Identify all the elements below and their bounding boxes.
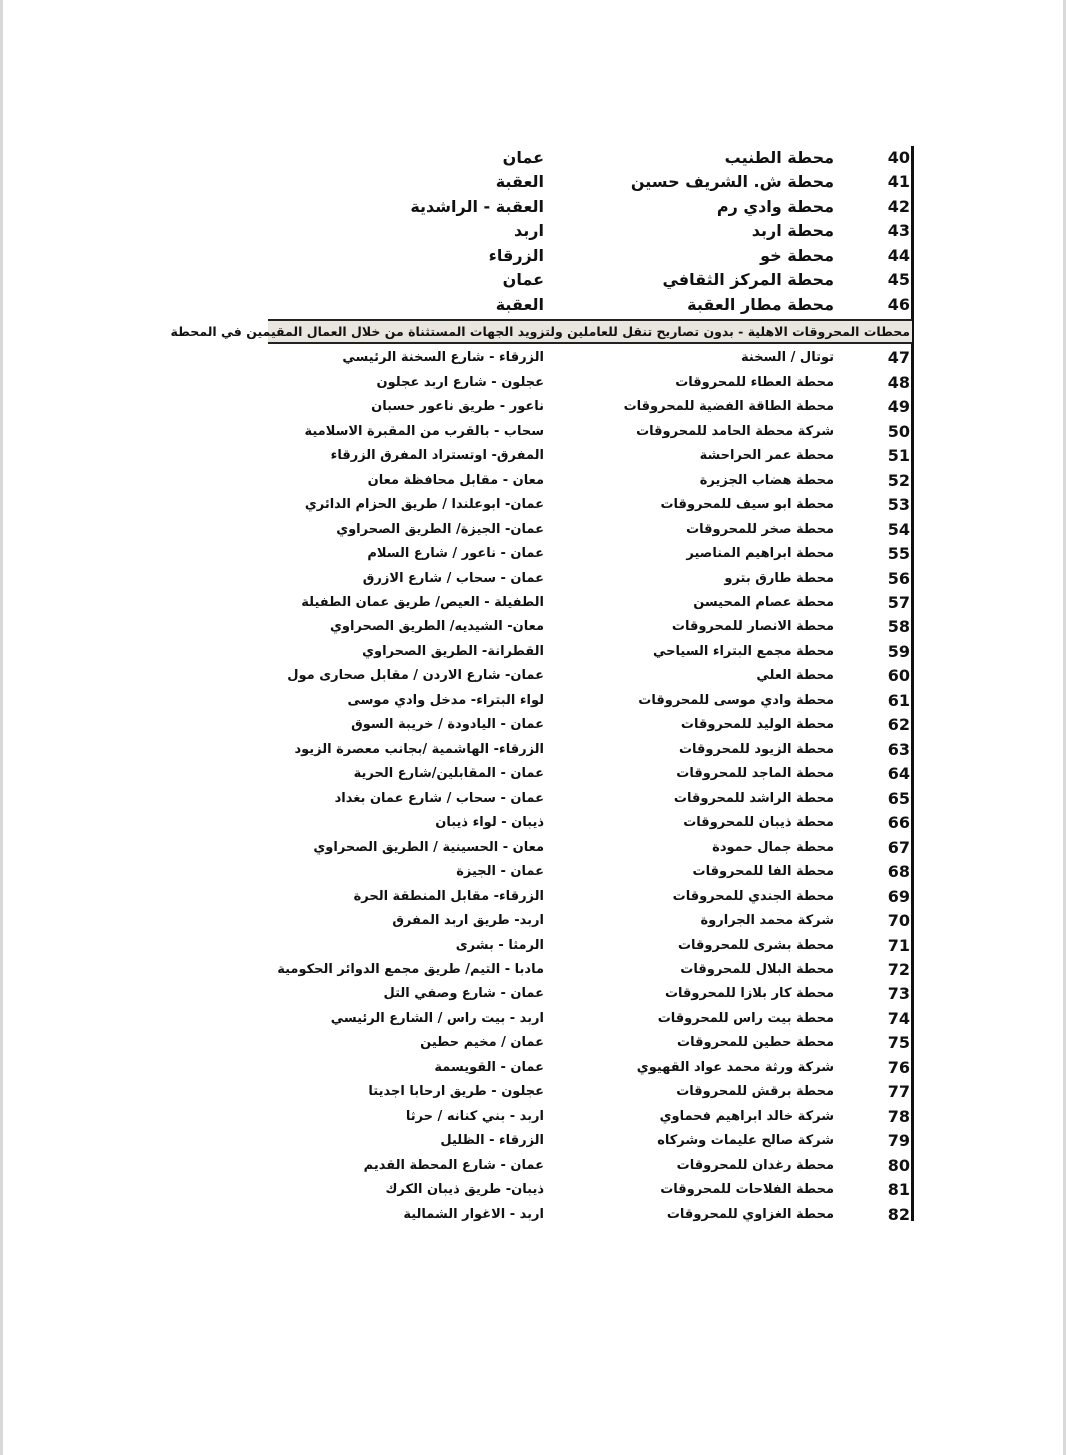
row-number: 44: [887, 245, 910, 265]
table-row: [0, 170, 1066, 194]
row-number: 53: [887, 495, 910, 515]
station-location: معان - مقابل محافظة معان: [367, 472, 544, 488]
table-group-2: [0, 346, 1066, 1227]
station-location: العقبة: [495, 172, 544, 192]
station-location: عمان - الجيزة: [456, 864, 544, 880]
station-name: محطة العلي: [756, 668, 834, 684]
row-number: 47: [887, 348, 910, 368]
station-name: محطة الانصار للمحروقات: [671, 619, 834, 635]
table-row: [0, 664, 1066, 688]
station-name: محطة جمال حمودة: [712, 839, 834, 855]
row-number: 40: [887, 148, 910, 167]
row-number: 63: [887, 739, 910, 759]
station-location: الزرقاء - الظليل: [440, 1133, 544, 1149]
row-number: 69: [887, 886, 910, 906]
station-name: شركة محطة الحامد للمحروقات: [636, 423, 834, 439]
station-location: عجلون - طريق ارحابا اجديتا: [368, 1084, 544, 1100]
station-location: عمان- شارع الاردن / مقابل صحارى مول: [287, 668, 544, 684]
table-row: [0, 689, 1066, 713]
row-number: 64: [887, 764, 910, 784]
table-row: [0, 958, 1066, 982]
station-name: شركة محمد الجراروة: [700, 913, 834, 929]
row-number: 66: [887, 813, 910, 833]
stations-table: [0, 146, 1066, 1227]
table-row: [0, 640, 1066, 664]
table-row: [0, 1203, 1066, 1227]
station-location: اربد - الاغوار الشمالية: [403, 1206, 544, 1222]
station-location: عمان - سحاب / شارع عمان بغداد: [334, 790, 544, 806]
table-row: [0, 591, 1066, 615]
row-number: 60: [887, 666, 910, 686]
table-row: [0, 1056, 1066, 1080]
table-row: [0, 1031, 1066, 1055]
table-row: [0, 787, 1066, 811]
station-name: محطة الطاقة الفضية للمحروقات: [623, 399, 834, 415]
station-location: عمان - اليادودة / خريبة السوق: [351, 717, 544, 733]
section-header-banner: [170, 319, 912, 344]
table-row: [0, 713, 1066, 737]
station-location: اربد: [514, 221, 544, 241]
row-number: 78: [887, 1106, 910, 1126]
station-name: محطة الطنيب: [724, 148, 834, 167]
station-location: عمان - شارع المحطة القديم: [363, 1157, 544, 1173]
station-name: محطة الغزاوي للمحروقات: [666, 1206, 834, 1222]
station-name: محطة عصام المحيسن: [693, 594, 834, 610]
station-location: ذيبان- طريق ذيبان الكرك: [385, 1182, 544, 1198]
row-number: 46: [887, 294, 910, 314]
station-location: العقبة: [495, 294, 544, 314]
row-number: 77: [887, 1082, 910, 1102]
station-name: محطة صخر للمحروقات: [686, 521, 834, 537]
table-row: [0, 860, 1066, 884]
row-number: 50: [887, 421, 910, 441]
row-number: 62: [887, 715, 910, 735]
station-name: محطة الفا للمحروقات: [692, 864, 834, 880]
station-location: الزرقاء - شارع السخنة الرئيسي: [342, 350, 544, 366]
station-location: عمان - شارع وصفي التل: [383, 986, 544, 1002]
row-number: 71: [887, 935, 910, 955]
station-name: محطة ذيبان للمحروقات: [683, 815, 834, 831]
station-location: اربد - بيت راس / الشارع الرئيسي: [330, 1010, 544, 1026]
station-name: محطة عمر الحراحشة: [699, 448, 834, 464]
station-name: محطة بشرى للمحروقات: [677, 937, 834, 953]
row-number: 79: [887, 1131, 910, 1151]
table-row: [0, 518, 1066, 542]
station-location: عمان - القويسمة: [434, 1059, 544, 1075]
station-name: محطة مجمع البتراء السياحي: [653, 643, 834, 659]
station-name: محطة اربد: [751, 221, 834, 241]
station-location: معان - الحسينية / الطريق الصحراوي: [313, 839, 544, 855]
station-location: عمان- الجيزة/ الطريق الصحراوي: [336, 521, 544, 537]
table-row: [0, 567, 1066, 591]
row-number: 59: [887, 641, 910, 661]
station-location: مادبا - التيم/ طريق مجمع الدوائر الحكومية: [277, 962, 544, 977]
station-location: الزرقاء- الهاشمية /بجانب معصرة الزيود: [294, 741, 544, 757]
row-number: 75: [887, 1033, 910, 1053]
station-name: محطة وادي رم: [716, 196, 834, 216]
table-row: [0, 420, 1066, 444]
table-row: [0, 542, 1066, 566]
table-row: [0, 1105, 1066, 1129]
station-location: ناعور - طريق ناعور حسبان: [371, 399, 544, 415]
table-row: [0, 909, 1066, 933]
row-number: 55: [887, 544, 910, 564]
table-row: [0, 493, 1066, 517]
station-location: عجلون - شارع اربد عجلون: [376, 374, 544, 390]
table-row: [0, 195, 1066, 219]
table-row: [0, 219, 1066, 243]
station-name: محطة كار بلازا للمحروقات: [664, 986, 834, 1002]
station-location: اربد - بني كنانه / حرثا: [405, 1108, 544, 1124]
row-number: 54: [887, 519, 910, 539]
table-row: [0, 738, 1066, 762]
table-row: [0, 444, 1066, 468]
row-number: 58: [887, 617, 910, 637]
row-number: 70: [887, 911, 910, 931]
row-number: 67: [887, 837, 910, 857]
station-location: اربد- طريق اربد المفرق: [392, 913, 544, 929]
station-name: محطة بيت راس للمحروقات: [657, 1010, 834, 1026]
table-row: [0, 615, 1066, 639]
table-row: [0, 934, 1066, 958]
row-number: 82: [887, 1204, 910, 1224]
row-number: 61: [887, 690, 910, 710]
station-location: الطفيلة - العيص/ طريق عمان الطفيلة: [301, 594, 544, 610]
station-name: توتال / السخنة: [741, 350, 834, 366]
table-row: [0, 146, 1066, 170]
station-location: عمان - المقابلين/شارع الحرية: [353, 766, 544, 782]
station-name: محطة ابو سيف للمحروقات: [660, 497, 834, 513]
station-location: الزرقاء: [488, 245, 544, 265]
row-number: 68: [887, 862, 910, 882]
row-number: 73: [887, 984, 910, 1004]
table-row: [0, 1178, 1066, 1202]
row-number: 74: [887, 1008, 910, 1028]
station-name: شركة صالح عليمات وشركاه: [657, 1133, 834, 1149]
station-location: الزرقاء- مقابل المنطقة الحرة: [353, 888, 544, 904]
row-number: 81: [887, 1180, 910, 1200]
station-name: محطة ش. الشريف حسين: [630, 172, 834, 192]
table-row: [0, 268, 1066, 292]
station-location: القطرانة- الطريق الصحراوي: [362, 643, 544, 659]
table-row: [0, 346, 1066, 370]
station-location: ذيبان - لواء ذيبان: [435, 815, 544, 831]
station-name: شركة خالد ابراهيم فحماوي: [659, 1108, 834, 1124]
station-location: لواء البتراء- مدخل وادي موسى: [347, 692, 544, 708]
row-number: 45: [887, 270, 910, 290]
table-group-1: [0, 146, 1066, 317]
station-location: عمان: [502, 148, 544, 167]
station-name: محطة طارق بترو: [724, 570, 834, 586]
row-number: 57: [887, 592, 910, 612]
table-row: [0, 371, 1066, 395]
table-row: [0, 1080, 1066, 1104]
row-number: 52: [887, 470, 910, 490]
row-number: 43: [887, 221, 910, 241]
table-row: [0, 244, 1066, 268]
station-name: محطة الوليد للمحروقات: [680, 717, 834, 733]
row-number: 76: [887, 1057, 910, 1077]
station-location: معان- الشيديه/ الطريق الصحراوي: [330, 619, 544, 635]
station-location: العقبة - الراشدية: [410, 196, 544, 216]
row-number: 42: [887, 196, 910, 216]
station-name: محطة الراشد للمحروقات: [673, 790, 834, 806]
station-name: شركة ورثة محمد عواد القهيوي: [636, 1059, 834, 1075]
row-number: 51: [887, 446, 910, 466]
row-number: 48: [887, 372, 910, 392]
table-row: [0, 1154, 1066, 1178]
station-location: عمان / مخيم حطين: [420, 1035, 544, 1051]
table-row: [0, 811, 1066, 835]
station-name: محطة حطين للمحروقات: [677, 1035, 834, 1051]
table-row: [0, 836, 1066, 860]
station-name: محطة المركز الثقافي: [662, 270, 834, 290]
station-location: عمان - ناعور / شارع السلام: [367, 546, 544, 562]
section-header-text: محطات المحروقات الاهلية - بدون تصاريح تنقل للعاملين ولتزويد الجهات المستثناة من خلال العمال المقيمين في المحطة: [170, 324, 910, 340]
table-row: [0, 469, 1066, 493]
station-name: محطة البلال للمحروقات: [680, 962, 834, 977]
row-number: 41: [887, 172, 910, 192]
station-name: محطة الزيود للمحروقات: [678, 741, 834, 757]
station-name: محطة هضاب الجزيرة: [699, 472, 834, 488]
row-number: 65: [887, 788, 910, 808]
station-name: محطة برقش للمحروقات: [676, 1084, 834, 1100]
station-location: الرمثا - بشرى: [455, 937, 544, 953]
station-location: المفرق- اوتستراد المفرق الزرقاء: [330, 448, 544, 464]
station-name: محطة الفلاحات للمحروقات: [660, 1182, 834, 1198]
table-row: [0, 885, 1066, 909]
row-number: 72: [887, 960, 910, 979]
row-number: 80: [887, 1155, 910, 1175]
station-name: محطة الماجد للمحروقات: [676, 766, 834, 782]
station-name: محطة الجندي للمحروقات: [672, 888, 834, 904]
row-number: 56: [887, 568, 910, 588]
station-name: محطة العطاء للمحروقات: [675, 374, 834, 390]
table-row: [0, 982, 1066, 1006]
station-name: محطة خو: [760, 245, 834, 265]
station-name: محطة وادي موسى للمحروقات: [638, 692, 834, 708]
station-location: عمان - سحاب / شارع الازرق: [362, 570, 544, 586]
table-row: [0, 1007, 1066, 1031]
table-row: [0, 1129, 1066, 1153]
table-row: [0, 395, 1066, 419]
station-name: محطة ابراهيم المناصير: [686, 546, 834, 562]
station-location: عمان: [502, 270, 544, 290]
table-row: [0, 293, 1066, 317]
station-location: عمان- ابوعلندا / طريق الحزام الدائري: [304, 497, 544, 513]
row-number: 49: [887, 397, 910, 417]
table-row: [0, 762, 1066, 786]
station-name: محطة مطار العقبة: [687, 294, 834, 314]
station-location: سحاب - بالقرب من المقبرة الاسلامية: [304, 423, 544, 439]
station-name: محطة رغدان للمحروقات: [676, 1157, 834, 1173]
